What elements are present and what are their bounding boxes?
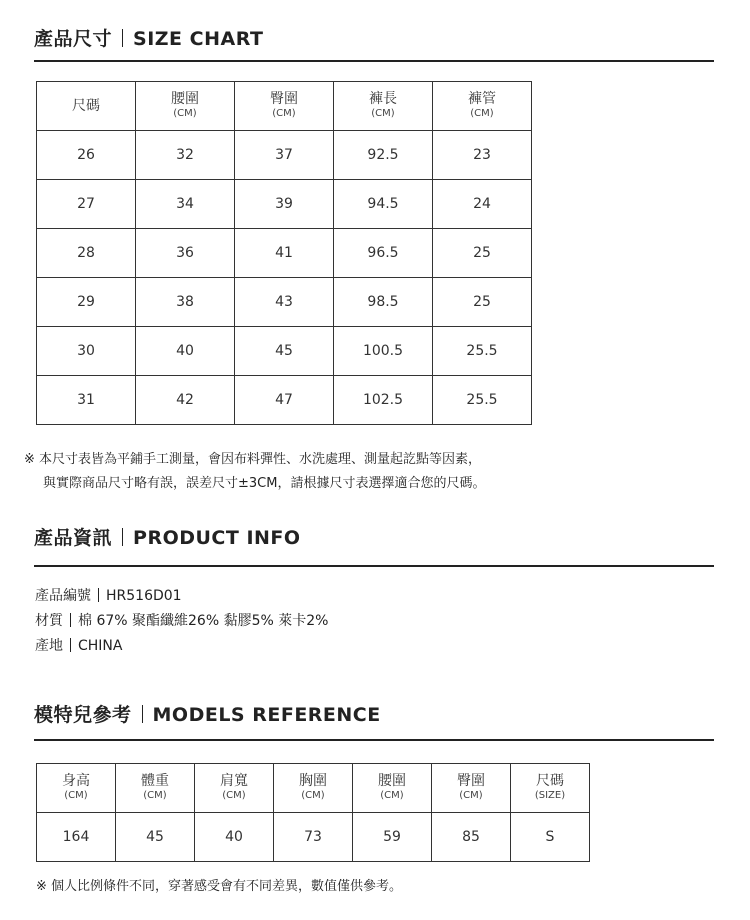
models-reference-table [36, 763, 590, 862]
table-cell: 40 [195, 813, 274, 862]
table-header-row [37, 82, 532, 131]
header-waist: 腰圍 (CM) [353, 764, 432, 813]
table-cell: 100.5 [334, 327, 433, 376]
table-cell: 25.5 [433, 376, 532, 425]
models-reference-title-en: MODELS REFERENCE [152, 704, 381, 726]
header-waist: 腰圍 (CM) [136, 82, 235, 131]
header-size: 尺碼 (SIZE) [511, 764, 590, 813]
table-cell: S [511, 813, 590, 862]
table-row [37, 131, 532, 180]
info-separator [70, 613, 71, 627]
table-cell: 45 [235, 327, 334, 376]
header-length: 褲長 (CM) [334, 82, 433, 131]
table-cell: 102.5 [334, 376, 433, 425]
info-label: 產品編號 [35, 588, 91, 604]
title-separator [122, 29, 123, 47]
table-cell: 73 [274, 813, 353, 862]
table-cell: 85 [432, 813, 511, 862]
table-row [37, 327, 532, 376]
table-cell: 32 [136, 131, 235, 180]
info-value: CHINA [78, 638, 123, 654]
table-cell: 36 [136, 229, 235, 278]
header-size: 尺碼 [37, 82, 136, 131]
info-product-number [35, 585, 182, 605]
table-cell: 98.5 [334, 278, 433, 327]
size-chart-title-en: SIZE CHART [133, 28, 264, 50]
table-cell: 39 [235, 180, 334, 229]
table-row [37, 278, 532, 327]
product-info-title-en: PRODUCT INFO [133, 527, 301, 549]
info-value: HR516D01 [106, 588, 182, 604]
models-note: ※ 個人比例條件不同，穿著感受會有不同差異，數值僅供參考。 [36, 879, 403, 894]
info-separator [98, 588, 99, 602]
section-divider [34, 739, 714, 741]
table-cell: 38 [136, 278, 235, 327]
table-cell: 31 [37, 376, 136, 425]
info-origin [35, 635, 122, 655]
table-cell: 43 [235, 278, 334, 327]
header-leg-opening: 褲管 (CM) [433, 82, 532, 131]
table-cell: 29 [37, 278, 136, 327]
header-hip: 臀圍 (CM) [432, 764, 511, 813]
header-hip: 臀圍 (CM) [235, 82, 334, 131]
table-cell: 25.5 [433, 327, 532, 376]
size-chart-table [36, 81, 532, 425]
info-material [35, 610, 328, 630]
table-cell: 37 [235, 131, 334, 180]
table-cell: 27 [37, 180, 136, 229]
table-cell: 96.5 [334, 229, 433, 278]
table-cell: 42 [136, 376, 235, 425]
info-label: 材質 [35, 613, 63, 629]
table-cell: 28 [37, 229, 136, 278]
section-divider [34, 565, 714, 567]
table-cell: 164 [37, 813, 116, 862]
table-cell: 30 [37, 327, 136, 376]
section-divider [34, 60, 714, 62]
size-note-line2: 與實際商品尺寸略有誤，誤差尺寸±3CM，請根據尺寸表選擇適合您的尺碼。 [43, 476, 486, 491]
table-cell: 25 [433, 278, 532, 327]
title-separator [142, 705, 143, 723]
table-cell: 92.5 [334, 131, 433, 180]
title-separator [122, 528, 123, 546]
table-cell: 94.5 [334, 180, 433, 229]
models-reference-title-cn: 模特兒參考 [34, 704, 132, 726]
table-row [37, 813, 590, 862]
table-cell: 47 [235, 376, 334, 425]
table-row [37, 229, 532, 278]
table-cell: 40 [136, 327, 235, 376]
table-cell: 26 [37, 131, 136, 180]
header-chest: 胸圍 (CM) [274, 764, 353, 813]
models-reference-title [34, 700, 381, 727]
table-row [37, 180, 532, 229]
table-cell: 23 [433, 131, 532, 180]
header-weight: 體重 (CM) [116, 764, 195, 813]
size-chart-title-cn: 產品尺寸 [34, 28, 113, 50]
info-label: 產地 [35, 638, 63, 654]
table-cell: 34 [136, 180, 235, 229]
header-shoulder: 肩寬 (CM) [195, 764, 274, 813]
size-note-line1: ※ 本尺寸表皆為平鋪手工測量，會因布料彈性、水洗處理、測量起訖點等因素， [24, 452, 482, 467]
table-cell: 59 [353, 813, 432, 862]
table-cell: 25 [433, 229, 532, 278]
size-chart-title [34, 24, 263, 51]
product-info-title-cn: 產品資訊 [34, 527, 113, 549]
table-header-row [37, 764, 590, 813]
table-cell: 45 [116, 813, 195, 862]
header-height: 身高 (CM) [37, 764, 116, 813]
info-value: 棉 67% 聚酯纖維26% 黏膠5% 萊卡2% [78, 613, 329, 629]
info-separator [70, 638, 71, 652]
table-cell: 24 [433, 180, 532, 229]
table-row [37, 376, 532, 425]
product-info-title [34, 523, 301, 550]
table-cell: 41 [235, 229, 334, 278]
